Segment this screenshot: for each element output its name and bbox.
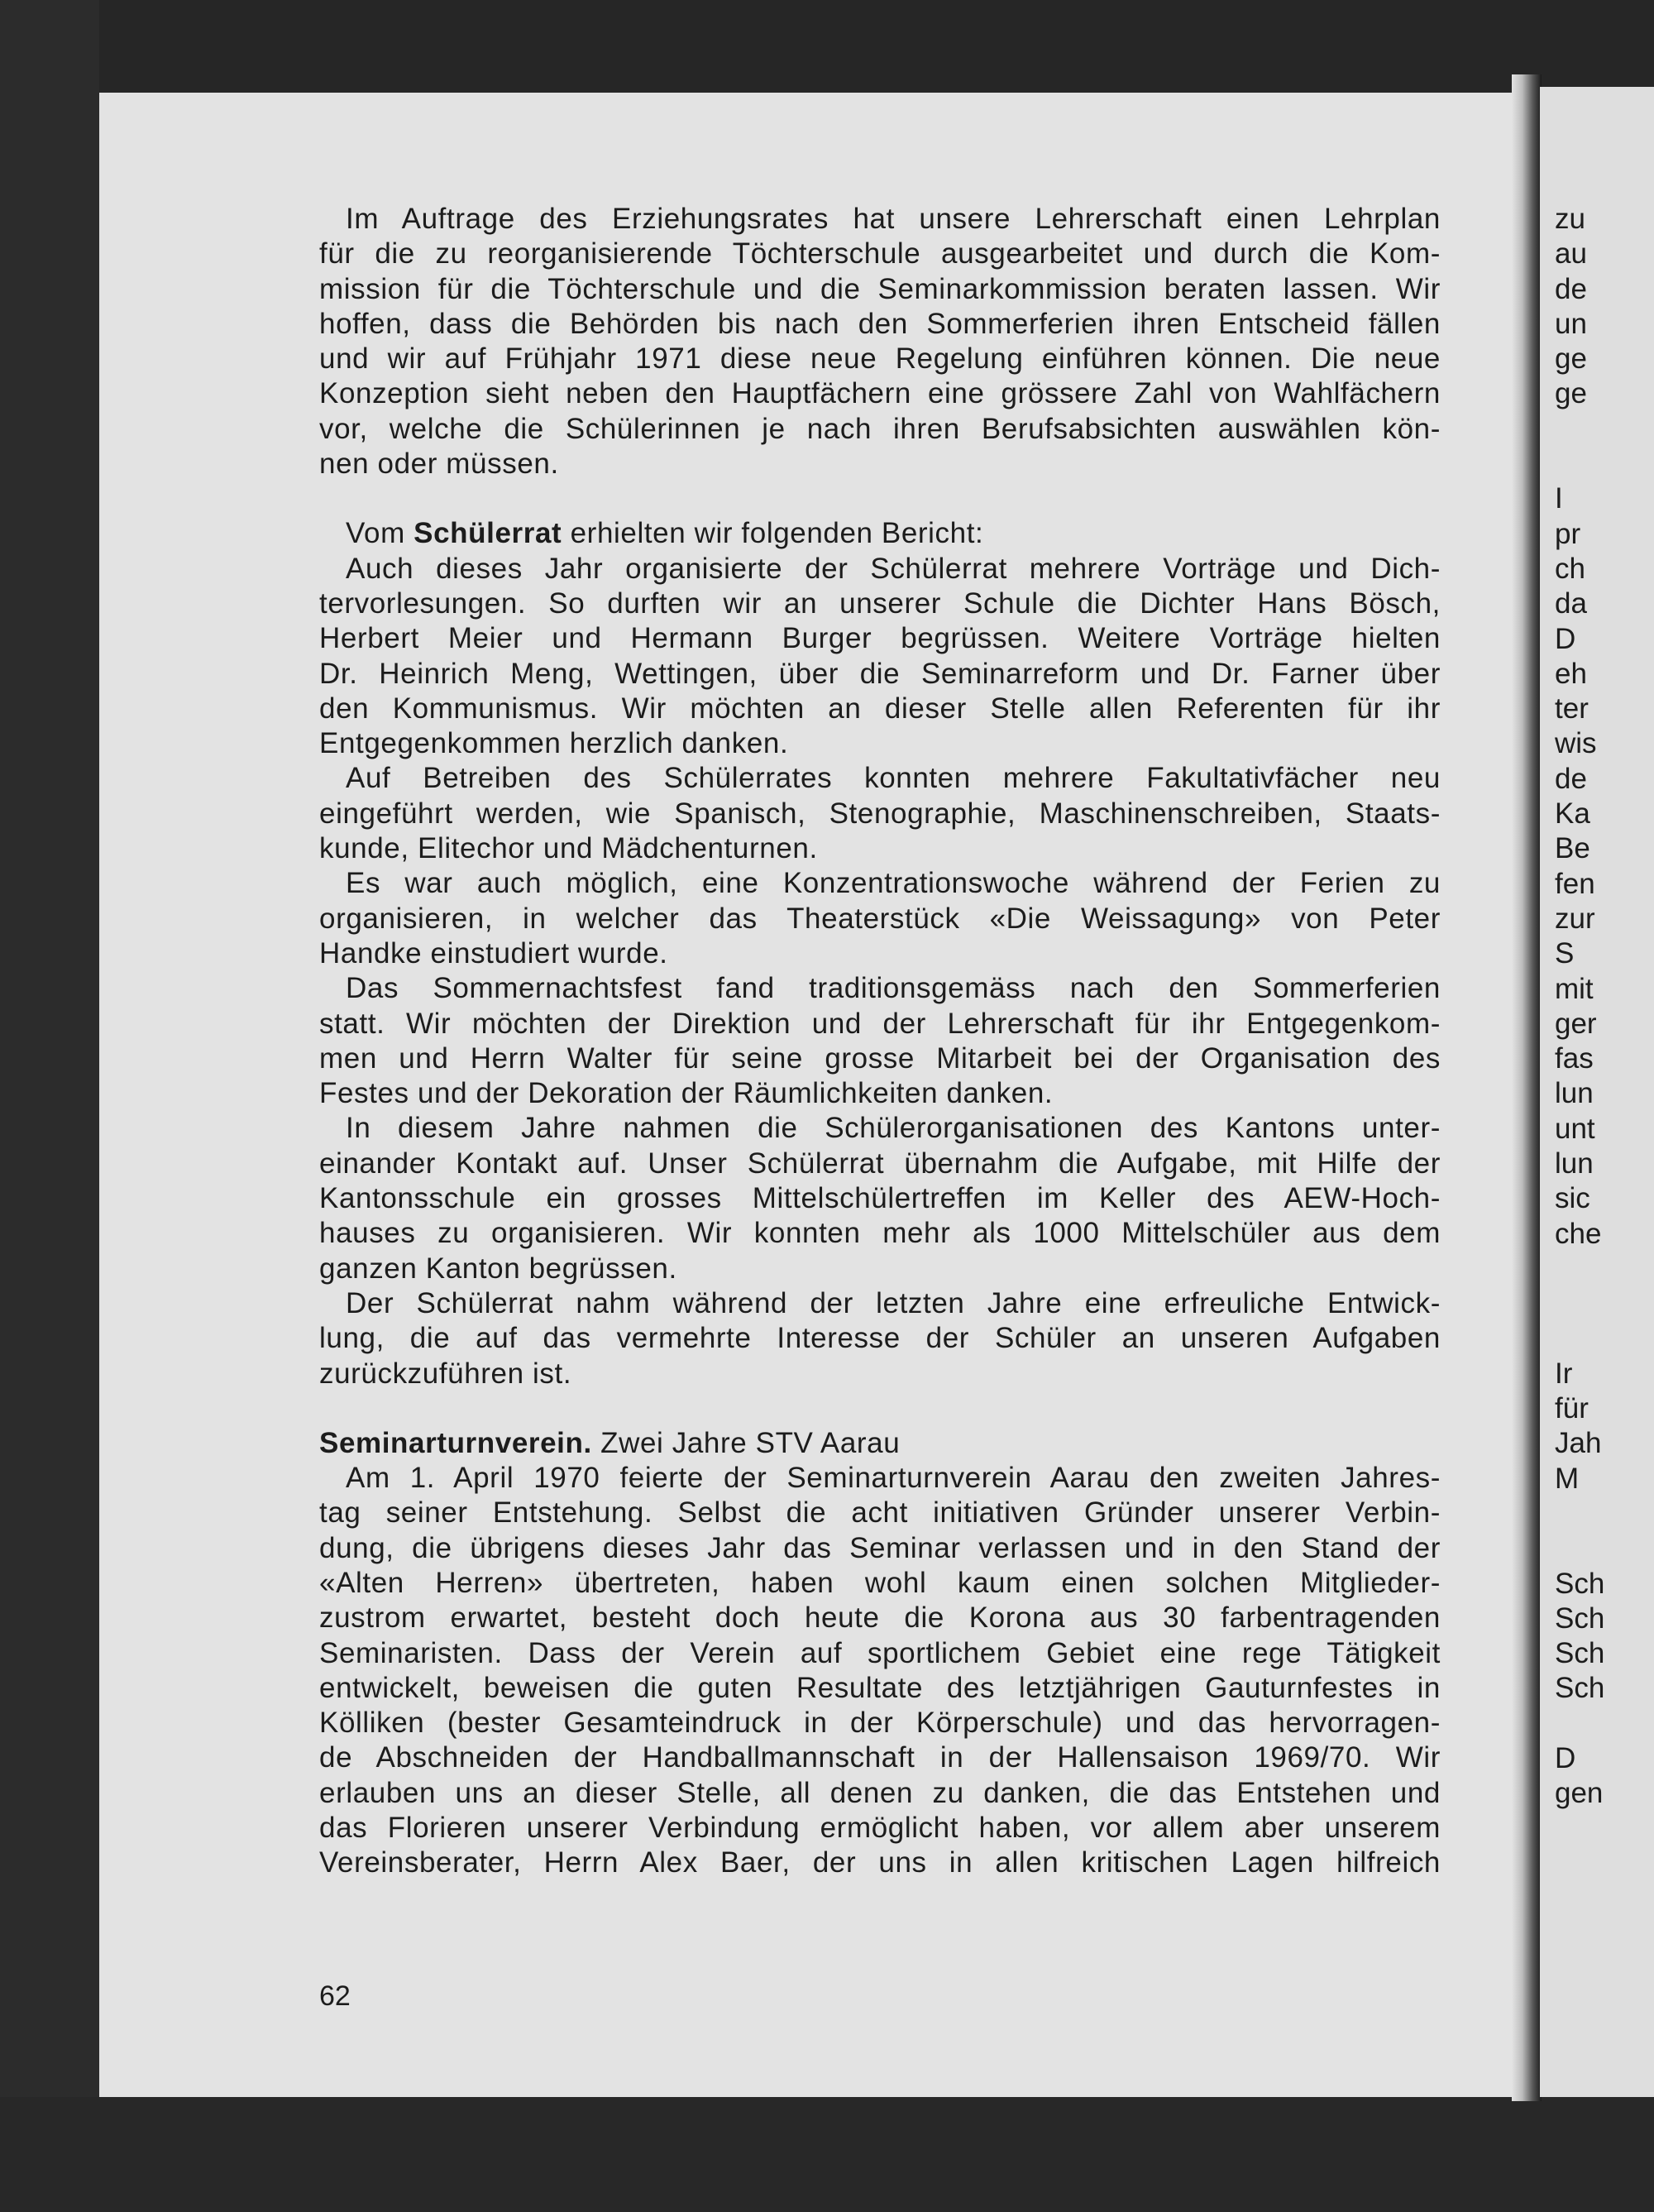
text-line: den Kommunismus. Wir möchten an dieser Stelle allen Referenten für ihr (319, 692, 1441, 725)
facing-page-fragment: M (1555, 1462, 1580, 1495)
facing-page-fragment: sic (1555, 1182, 1590, 1215)
facing-page-fragment (1555, 412, 1604, 447)
text-line: Kölliken (bester Gesamteindruck in der Körperschule) und das hervorragen- (319, 1707, 1441, 1740)
scan-background-top (0, 0, 1654, 93)
text-line: entwickelt, beweisen die guten Resultate des letztjährigen Gauturnfestes in (319, 1671, 1441, 1704)
facing-page-fragment (1555, 1707, 1604, 1741)
text-line: tag seiner Entstehung. Selbst die acht initiativen Gründer unserer Verbin- (319, 1496, 1441, 1530)
facing-page-fragment (1555, 1252, 1604, 1286)
facing-page-fragment: I (1555, 482, 1563, 515)
facing-page-fragment: wis (1555, 727, 1597, 760)
paragraph-konzentrationswoche (319, 866, 1441, 971)
intro-prefix: Vom (346, 517, 414, 550)
text-line: kunde, Elitechor und Mädchenturnen. (319, 832, 818, 865)
facing-page-fragment: ger (1555, 1007, 1597, 1040)
scan-background-bottom (0, 2097, 1654, 2212)
intro-suffix: erhielten wir folgenden Bericht: (562, 517, 984, 550)
facing-page-fragment: für (1555, 1392, 1589, 1425)
seminarturnverein-heading: Seminarturnverein. (319, 1426, 592, 1459)
text-line: dung, die übrigens dieses Jahr das Seminar verlassen und in den Stand der (319, 1531, 1441, 1564)
stv-subtitle: Zwei Jahre STV Aarau (591, 1426, 901, 1459)
facing-page-fragment: lun (1555, 1147, 1594, 1180)
facing-page-fragment: Jah (1555, 1427, 1602, 1460)
facing-page-fragment: che (1555, 1217, 1602, 1250)
facing-page-fragment: Sch (1555, 1567, 1605, 1600)
facing-page-fragment: zur (1555, 902, 1595, 935)
paragraph-stv (319, 1461, 1441, 1881)
facing-page-fragment: gen (1555, 1777, 1604, 1810)
facing-page-fragment: unt (1555, 1112, 1595, 1145)
facing-page-fragment: un (1555, 307, 1587, 340)
book-gutter (1512, 74, 1542, 2101)
facing-page-fragment: Ka (1555, 797, 1590, 831)
text-line: einander Kontakt auf. Unser Schülerrat übernahm die Aufgabe, mit Hilfe der (319, 1147, 1441, 1180)
facing-page-fragment (1555, 1496, 1604, 1531)
paragraph-sommernachtsfest (319, 971, 1441, 1111)
text-line: Das Sommernachtsfest fand traditionsgemäss nach den Sommerferien (346, 972, 1441, 1005)
text-line: eingeführt werden, wie Spanisch, Stenographie, Maschinenschreiben, Staats- (319, 797, 1441, 830)
facing-page-fragment: D (1555, 622, 1576, 655)
text-line: tervorlesungen. So durften wir an unserer Schule die Dichter Hans Bösch, (319, 587, 1441, 620)
stv-heading-line (319, 1426, 1441, 1461)
text-line: für die zu reorganisierende Töchterschule ausgearbeitet und durch die Kom- (319, 237, 1441, 271)
text-line: Vereinsberater, Herrn Alex Baer, der uns in allen kritischen Lagen hilfreich (319, 1846, 1441, 1879)
text-line: In diesem Jahre nahmen die Schülerorganisationen des Kantons unter- (346, 1112, 1441, 1145)
text-line: Seminaristen. Dass der Verein auf sportlichem Gebiet eine rege Tätigkeit (319, 1636, 1441, 1669)
facing-page-fragment: D (1555, 1742, 1576, 1775)
text-line: Handke einstudiert wurde. (319, 936, 668, 970)
text-line: mission für die Töchterschule und die Seminarkommission beraten lassen. Wir (319, 272, 1441, 305)
facing-page-fragment: da (1555, 587, 1587, 620)
paragraph-mittelschuelertreffen (319, 1111, 1441, 1286)
text-line: Es war auch möglich, eine Konzentrationswoche während der Ferien zu (346, 867, 1441, 900)
text-line: statt. Wir möchten der Direktion und der Lehrerschaft für ihr Entgegenkom- (319, 1007, 1441, 1040)
facing-page-fragment: Sch (1555, 1602, 1605, 1635)
text-line: nen oder müssen. (319, 448, 559, 481)
facing-page-fragment: fen (1555, 867, 1595, 900)
text-line: Auch dieses Jahr organisierte der Schülerrat mehrere Vorträge und Dich- (346, 552, 1441, 585)
facing-page-fragment: ge (1555, 342, 1587, 376)
facing-page-fragment (1555, 1322, 1604, 1357)
text-line: de Abschneiden der Handballmannschaft in der Hallensaison 1969/70. Wir (319, 1741, 1441, 1774)
schuelerrat-intro (319, 516, 1441, 551)
facing-page-fragment (1555, 447, 1604, 481)
text-line: Festes und der Dekoration der Räumlichkeiten danken. (319, 1077, 1054, 1110)
paragraph-vortraege (319, 552, 1441, 762)
facing-page-fragment (1555, 1286, 1604, 1321)
text-line: Am 1. April 1970 feierte der Seminarturnverein Aarau den zweiten Jahres- (346, 1462, 1441, 1495)
text-line: Der Schülerrat nahm während der letzten Jahre eine erfreuliche Entwick- (346, 1286, 1441, 1319)
text-line: Auf Betreiben des Schülerrates konnten mehrere Fakultativfächer neu (346, 762, 1441, 795)
text-line: zustrom erwartet, besteht doch heute die Korona aus 30 farbentragenden (319, 1602, 1441, 1635)
facing-page-fragment: Sch (1555, 1637, 1605, 1670)
facing-page-fragment: Ir (1555, 1357, 1573, 1390)
facing-page-fragment: lun (1555, 1077, 1594, 1110)
text-line: «Alten Herren» übertreten, haben wohl kaum einen solchen Mitglieder- (319, 1566, 1441, 1599)
facing-page-fragment: ch (1555, 552, 1585, 585)
text-line: organisieren, in welcher das Theaterstück «Die Weissagung» von Peter (319, 902, 1441, 935)
facing-page-fragment: eh (1555, 657, 1587, 690)
facing-page-fragment: Be (1555, 832, 1590, 865)
facing-page-fragment: pr (1555, 517, 1581, 550)
text-line: Konzeption sieht neben den Hauptfächern eine grössere Zahl von Wahlfächern (319, 377, 1441, 410)
text-line: Entgegenkommen herzlich danken. (319, 727, 789, 760)
text-line: und wir auf Frühjahr 1971 diese neue Regelung einführen können. Die neue (319, 342, 1441, 376)
scan-background-left (0, 0, 99, 2212)
text-line: Dr. Heinrich Meng, Wettingen, über die Seminarreform und Dr. Farner über (319, 657, 1441, 690)
text-line: Herbert Meier und Hermann Burger begrüssen. Weitere Vorträge hielten (319, 622, 1441, 655)
text-line: hoffen, dass die Behörden bis nach den Sommerferien ihren Entscheid fällen (319, 307, 1441, 340)
text-line: men und Herrn Walter für seine grosse Mitarbeit bei der Organisation des (319, 1041, 1441, 1075)
facing-page-fragment: ter (1555, 692, 1589, 725)
facing-page-fragment: Sch (1555, 1672, 1605, 1705)
text-line: zurückzuführen ist. (319, 1357, 572, 1390)
text-line: Im Auftrage des Erziehungsrates hat unsere Lehrerschaft einen Lehrplan (346, 203, 1441, 235)
facing-page-fragment: de (1555, 272, 1587, 305)
page-body-text (319, 202, 1441, 1881)
text-line: lung, die auf das vermehrte Interesse der Schüler an unseren Aufgaben (319, 1322, 1441, 1355)
facing-page-fragment (1555, 1531, 1604, 1566)
facing-page-fragment: mit (1555, 972, 1594, 1005)
text-line: hauses zu organisieren. Wir konnten mehr als 1000 Mittelschüler aus dem (319, 1217, 1441, 1250)
facing-page-fragment: zu (1555, 203, 1585, 235)
facing-page-fragment: S (1555, 937, 1575, 970)
facing-page-fragment: fas (1555, 1042, 1594, 1075)
facing-page-fragment: au (1555, 237, 1587, 271)
facing-page (1540, 87, 1654, 2097)
paragraph-entwicklung (319, 1286, 1441, 1391)
facing-page-fragment: ge (1555, 377, 1587, 410)
facing-page-text (1555, 202, 1604, 1812)
text-line: das Florieren unserer Verbindung ermöglicht haben, vor allem aber unserem (319, 1812, 1441, 1845)
paragraph-fakultativfaecher (319, 761, 1441, 866)
text-line: ganzen Kanton begrüssen. (319, 1252, 677, 1285)
text-line: erlauben uns an dieser Stelle, all denen zu danken, die das Entstehen und (319, 1776, 1441, 1809)
text-line: vor, welche die Schülerinnen je nach ihren Berufsabsichten auswählen kön- (319, 412, 1441, 445)
paragraph-lehrplan (319, 202, 1441, 481)
text-line: Kantonsschule ein grosses Mittelschülertreffen im Keller des AEW-Hoch- (319, 1182, 1441, 1215)
facing-page-fragment: de (1555, 762, 1587, 795)
page-number: 62 (319, 1980, 351, 2012)
schuelerrat-heading: Schülerrat (414, 517, 562, 550)
